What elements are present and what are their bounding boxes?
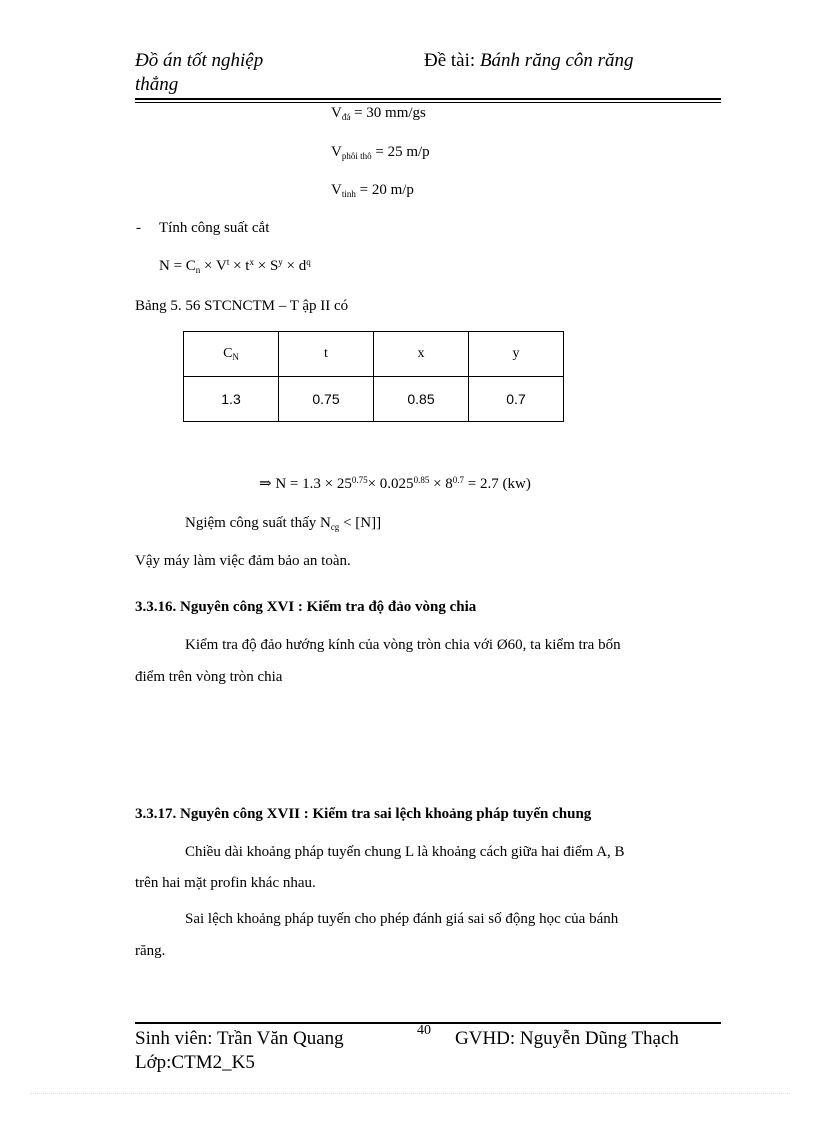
power-result-formula: ⇒ $N = 1.3 \times 25^{0.75}\times 0.025^{0.85} \times 8^{0.7} = 2.7$ (kw) [259,475,531,492]
footer-advisor: GVHD: Nguyễn Dũng Thạch [455,1028,679,1049]
header-left: Đồ án tốt nghiệp [135,50,264,71]
cutting-power-label: Tính công suất cắt [159,220,270,236]
power-formula: $N = C_n \times V^t \times t^x \times S^y \times d^q$ [159,257,311,275]
header-rule-thick [135,98,721,100]
table-row-header [184,332,564,377]
header-cell-t: t [279,332,374,377]
section-16-para-cont: điểm trên vòng tròn chia [135,669,283,685]
value-cell-t: 0.75 [279,377,374,422]
bullet-dash: - [136,220,141,236]
footer-student: Sinh viên: Trần Văn Quang [135,1028,344,1049]
section-16-heading: 3.3.16. Nguyên công XVI : Kiểm tra độ đảo vòng chia [135,599,477,615]
page-bottom-divider [30,1093,790,1094]
coefficient-table [183,331,564,422]
header-cell-cn: $C_N$ [184,332,279,377]
value-cell-y: 0.7 [469,377,564,422]
section-17-para-1-cont: trên hai mặt profin khác nhau. [135,875,316,891]
page-number: 40 [417,1023,431,1038]
table-row-values [184,377,564,422]
section-17-para-2: Sai lệch khoảng pháp tuyến cho phép đánh giá sai số động học của bánh [185,911,619,927]
header-topic [424,50,634,72]
header-cell-y: y [469,332,564,377]
header-rule-thin [135,102,721,103]
speed-line-grinding: $V_{đá} = 30$ mm/gs [331,105,426,122]
speed-line-finish: $V_{tinh} = 20$ m/p [331,182,414,199]
topic-label: Đề tài: [424,50,480,71]
implies-icon: ⇒ [259,476,272,492]
value-cell-cn: 1.3 [184,377,279,422]
table-reference: Bảng 5. 56 STCNCTM – T ập II có [135,298,349,314]
footer-class: Lớp:CTM2_K5 [135,1052,255,1073]
section-17-heading: 3.3.17. Nguyên công XVII : Kiểm tra sai lệch khoảng pháp tuyến chung [135,806,592,822]
header-cell-x: x [374,332,469,377]
section-16-para: Kiểm tra độ đảo hướng kính của vòng tròn chia với Ø60, ta kiểm tra bốn [185,637,621,653]
topic-title: Bánh răng côn răng [479,50,634,71]
header-topic-continuation: thẳng [135,74,179,95]
value-cell-x: 0.85 [374,377,469,422]
conclusion-text: Vậy máy làm việc đảm bảo an toàn. [135,553,351,569]
section-17-para-1: Chiều dài khoảng pháp tuyến chung L là khoảng cách giữa hai điểm A, B [185,844,625,860]
power-check: Ngiệm công suất thấy $N_{cg} < [N]$] [185,515,382,532]
speed-line-rough: $V_{phôi thô} = 25$ m/p [331,144,430,161]
section-17-para-2-cont: răng. [135,943,166,959]
